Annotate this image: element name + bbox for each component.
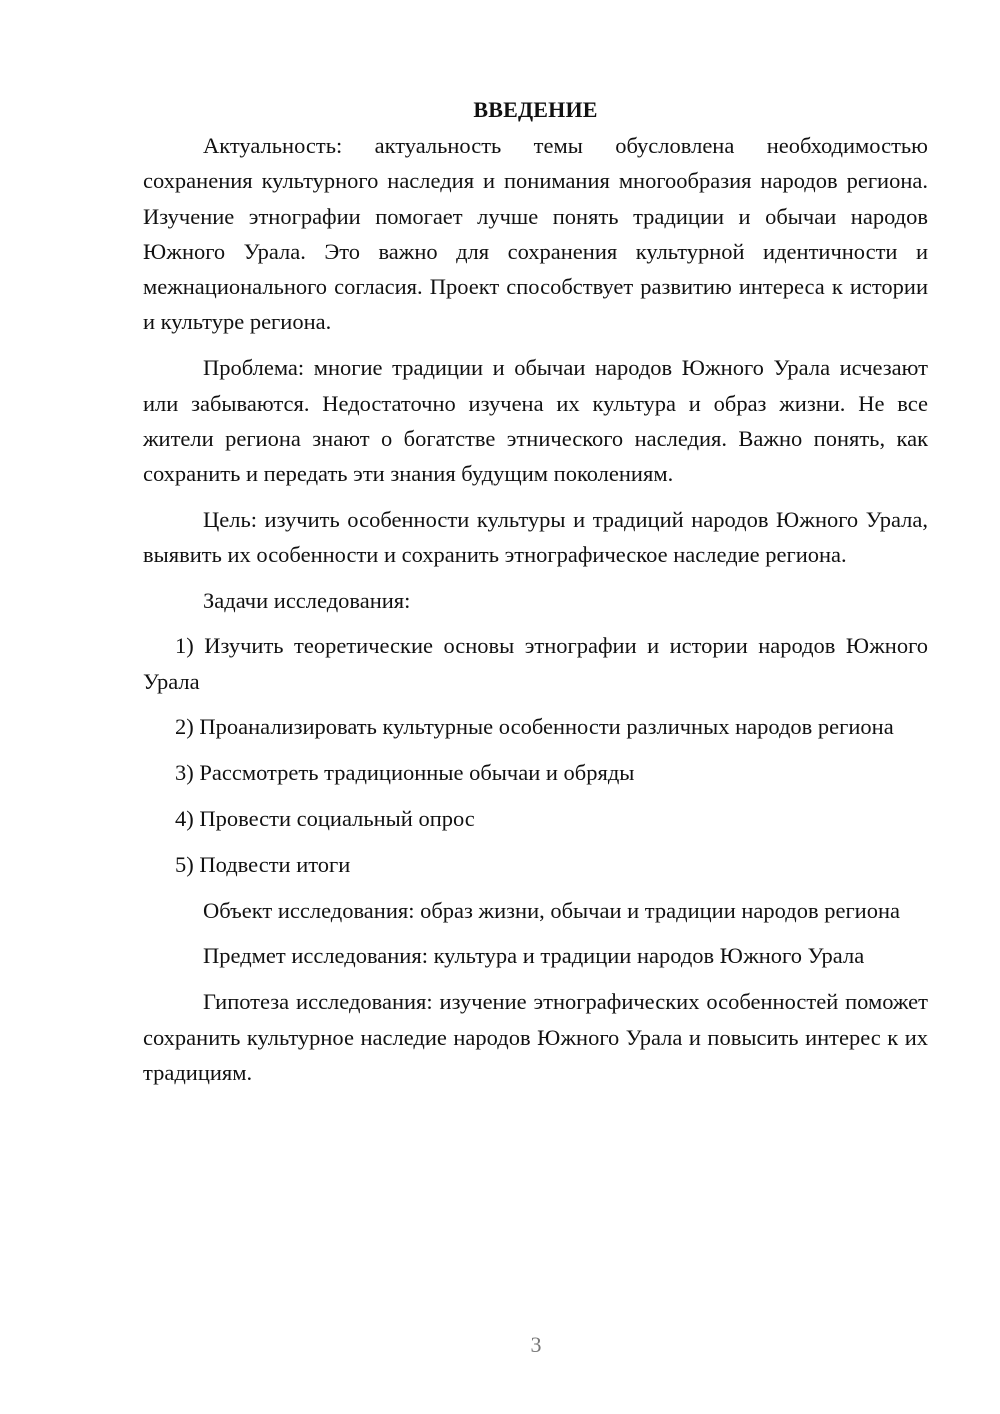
page-number: 3	[530, 1332, 542, 1357]
goal-paragraph: Цель: изучить особенности культуры и традиций народов Южного Урала, выявить их особенности и сохранить этнографическое наследие региона.	[143, 506, 928, 568]
task-item: 5) Подвести итоги	[175, 851, 351, 877]
object-paragraph: Объект исследования: образ жизни, обычаи и традиции народов региона	[203, 897, 900, 923]
subject-paragraph: Предмет исследования: культура и традиции народов Южного Урала	[203, 943, 865, 969]
task-item: 4) Провести социальный опрос	[175, 806, 475, 832]
relevance-paragraph: Актуальность: актуальность темы обусловлена необходимостью сохранения культурного наследия и понимания многообразия народов региона. Изучение этнографии помогает лучше понять традиции и обычаи народов Южного Урала. Это важно для сохранения культурной идентичности и межнационального согласия. Проект способствует развитию интереса к истории и культуре региона.	[143, 133, 928, 335]
tasks-heading: Задачи исследования:	[203, 588, 411, 614]
page-content	[143, 92, 928, 1101]
problem-paragraph: Проблема: многие традиции и обычаи народов Южного Урала исчезают или забываются. Недостаточно изучена их культура и образ жизни. Не все жители региона знают о богатстве этнического наследия. Важно понять, как сохранить и передать эти знания будущим поколениям.	[143, 355, 928, 487]
tasks-list	[143, 628, 928, 882]
task-item: 2) Проанализировать культурные особенности различных народов региона	[175, 714, 894, 740]
task-item: 1) Изучить теоретические основы этнографии и истории народов Южного Урала	[143, 633, 928, 694]
hypothesis-paragraph: Гипотеза исследования: изучение этнографических особенностей поможет сохранить культурное наследие народов Южного Урала и повысить интерес к их традициям.	[143, 989, 928, 1085]
section-title: ВВЕДЕНИЕ	[473, 97, 598, 122]
task-item: 3) Рассмотреть традиционные обычаи и обряды	[175, 760, 635, 786]
